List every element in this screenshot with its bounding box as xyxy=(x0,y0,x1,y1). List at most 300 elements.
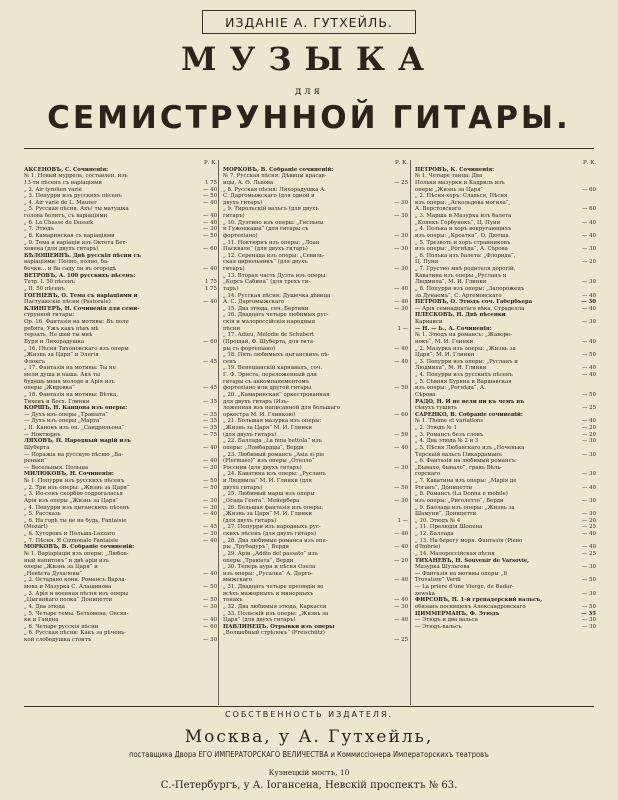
entry-title: „ 10. Этюдъ № 4 xyxy=(415,517,461,524)
entry-price: — 35 xyxy=(203,418,217,425)
entry-title: № 1. Этюдъ на романсъ: „Жаворо- xyxy=(415,332,512,339)
entry-price xyxy=(594,445,596,452)
entry-title: „Осада Гента“. Мейербера xyxy=(223,497,300,504)
entry-price: — 60 xyxy=(203,246,217,253)
entry-price xyxy=(406,630,408,637)
entry-price xyxy=(215,352,217,359)
catalog-entry xyxy=(223,326,408,333)
catalog-column-3 xyxy=(410,160,596,705)
entry-title: „ 3. Попурри изъ оперы: „Русланъ и xyxy=(415,358,518,365)
catalog-entry xyxy=(223,352,408,359)
catalog-entry xyxy=(223,412,408,419)
catalog-column-1 xyxy=(24,160,217,705)
catalog-entry xyxy=(415,478,596,485)
entry-price xyxy=(215,471,217,478)
entry-title: „ 4. Air varié de L. Maurer xyxy=(24,199,97,206)
entry-price xyxy=(215,273,217,280)
column-header xyxy=(24,160,217,167)
entry-price xyxy=(215,306,217,313)
entry-price xyxy=(406,279,408,286)
catalog-entry xyxy=(415,564,596,571)
entry-title: — Поражіа на русскую пѣсню „Ва- xyxy=(24,451,124,458)
entry-title: — Ноктюрнъ xyxy=(24,431,61,438)
entry-title: (Flermaso)“ изъ оперы „Отелло“ xyxy=(223,458,315,465)
entry-price: — 50 xyxy=(394,385,408,392)
composer-entry xyxy=(24,293,217,300)
catalog-entry xyxy=(415,571,596,578)
entry-title: „ 8. Романсъ (La Donna è mobile) xyxy=(415,491,508,498)
catalog-entry xyxy=(415,538,596,545)
composer-entry xyxy=(415,299,596,306)
entry-title: Россини (для двухъ гитаръ) xyxy=(223,464,302,471)
catalog-entry xyxy=(415,544,596,551)
entry-price xyxy=(215,591,217,598)
catalog-entry xyxy=(415,584,596,591)
catalog-entry xyxy=(24,193,217,200)
entry-title: „ 23. Любимый романсъ „Asia si pie xyxy=(223,451,325,458)
entry-price xyxy=(594,240,596,247)
catalog-entry xyxy=(24,332,217,339)
entry-title: „ 5. Рассказь xyxy=(24,511,61,518)
entry-price xyxy=(406,538,408,545)
entry-title: zewska xyxy=(415,590,435,597)
entry-title: „ 27. Попурри изъ народныхъ рус- xyxy=(223,524,321,531)
entry-price: — 25 xyxy=(582,405,596,412)
catalog-entry xyxy=(24,637,217,644)
currency-header: Р. К. xyxy=(204,160,217,166)
entry-title: фортепіано или другой гитары xyxy=(223,385,312,392)
entry-price: — 30 xyxy=(582,246,596,253)
catalog-entry xyxy=(24,452,217,459)
catalog-entry xyxy=(24,412,217,419)
catalog-entry xyxy=(415,524,596,531)
entry-price: — 40 xyxy=(582,219,596,226)
catalog-entry xyxy=(415,617,596,624)
entry-title: ВЕТРОВЪ, А. 100 русскихъ пѣсенъ: xyxy=(24,272,136,279)
entry-price xyxy=(406,379,408,386)
entry-title: ская цирюльникъ“ (для двухъ xyxy=(223,259,308,266)
catalog-entry xyxy=(223,538,408,545)
catalog-entry xyxy=(24,359,217,366)
entry-title: Царя“ (для двухъ гитаръ) xyxy=(223,617,296,624)
entry-title: „ 6. На горѣ ты не на будь, Fantaisie xyxy=(24,517,127,524)
entry-price: — 40 xyxy=(394,345,408,352)
entry-title: 13-ти пѣсенъ съ варіаціями xyxy=(24,179,102,186)
catalog-entry xyxy=(24,624,217,631)
entry-title: „ 9. Баллада изъ оперы: „Жизнь за xyxy=(415,504,515,511)
catalog-entry xyxy=(223,346,408,353)
catalog-entry xyxy=(24,385,217,392)
entry-price xyxy=(215,544,217,551)
entry-price: — 30 xyxy=(394,603,408,610)
entry-price: — 30 xyxy=(203,497,217,504)
catalog-entry xyxy=(24,498,217,505)
entry-title: изъ оперы: „Рогнѣда“, А. Сѣрова xyxy=(415,246,508,253)
entry-price: 1 75 xyxy=(204,179,217,186)
entry-title: „ 30. Теперь аура и пѣсня Озела xyxy=(223,564,316,571)
entry-title: „ 7. Пѣсня. Я Cizmonalo Fantaisie xyxy=(24,537,119,544)
catalog-entry xyxy=(223,173,408,180)
entry-price xyxy=(215,392,217,399)
entry-price xyxy=(406,392,408,399)
footer-rule xyxy=(24,706,594,707)
entry-title: „ 13. Вторая часть Дуэта изъ оперы: xyxy=(223,272,327,279)
entry-title: „ 2. Три изъ оперы: „Жизнь за Царя“ xyxy=(24,484,130,491)
entry-title: Пастушескіе пѣсни (Pastorale) xyxy=(24,299,111,306)
entry-price: — 30 xyxy=(203,531,217,537)
entry-title: ры „Трубадуръ“, Верди xyxy=(223,544,289,551)
catalog-entry xyxy=(415,438,596,445)
entry-title: двухъ гитаръ) xyxy=(223,199,263,206)
catalog-entry xyxy=(415,339,596,346)
entry-price xyxy=(594,385,596,392)
entry-title: „ 2. Этюдъ № 1 xyxy=(415,425,457,431)
entry-price xyxy=(406,624,408,631)
catalog-entry xyxy=(415,452,596,459)
entry-title: № 1. Четыре танца: Два xyxy=(415,173,483,180)
catalog-entry xyxy=(415,491,596,498)
catalog-entry xyxy=(24,418,217,425)
catalog-entry xyxy=(223,246,408,253)
catalog-entry xyxy=(223,405,408,412)
catalog-entry xyxy=(223,591,408,598)
catalog-entry xyxy=(223,187,408,194)
entry-price: — 20 xyxy=(582,259,596,266)
catalog-entry xyxy=(24,465,217,472)
entry-title: — Этюдъ-вальсъ xyxy=(415,623,462,630)
entry-price: — 40 xyxy=(203,444,217,451)
entry-title: А. С. Даргомыжскаго xyxy=(223,299,285,306)
entry-title: „Корсъ Сабина“ (для трехъ ги- xyxy=(223,279,311,286)
catalog-entry xyxy=(24,445,217,452)
entry-title: гитары съ аккомпанементомъ xyxy=(223,378,310,385)
entry-title: будешь меня молодо и Арія изъ xyxy=(24,378,115,385)
catalog-entry xyxy=(415,306,596,313)
entry-title: голова болитъ, съ варіаціями xyxy=(24,213,108,219)
entry-title: горскаго xyxy=(415,471,441,478)
catalog-entry xyxy=(223,365,408,372)
entry-title: „ 7. Грустно мнѣ родителя дорогій, xyxy=(415,266,516,272)
entry-title: ФИРСОВЪ, Н. 1-й гренадерский вальсъ, xyxy=(415,597,543,604)
entry-price: — 25 xyxy=(582,550,596,557)
catalog-entry xyxy=(24,617,217,624)
entry-price: — 50 xyxy=(203,478,217,484)
catalog-entry xyxy=(24,240,217,247)
entry-price xyxy=(406,206,408,213)
catalog-entry xyxy=(24,352,217,359)
entry-title: мели душа и наша. Акъ ты xyxy=(24,372,101,378)
entry-title: Тихенъ и Босх. Глинки xyxy=(24,398,90,405)
entry-title: реньки“ xyxy=(24,458,47,465)
entry-title: и Людмила“ М. И. Глинки (для xyxy=(223,478,312,484)
entry-title: изъ оперы: „Риголетто“, Верди xyxy=(415,497,504,504)
entry-price: — 40 xyxy=(203,617,217,624)
entry-title: и Гужоцкаша“ (для гитары съ xyxy=(223,226,309,233)
entry-title: „ 5. Четыре темы. Бетховена, Овсян- xyxy=(24,610,129,617)
entry-price xyxy=(406,584,408,591)
entry-title: ТИХАНЕВЪ, Н. Souvenir de Varsovie, xyxy=(415,557,530,564)
composer-entry xyxy=(24,273,217,280)
catalog-entry xyxy=(223,551,408,558)
entry-title: фортепіано) xyxy=(223,232,258,239)
entry-title: КЛИНГЕРЪ, Н. Сочиненія для семи- xyxy=(24,305,140,312)
entry-price: — 20 xyxy=(582,431,596,438)
publisher-text: ИЗДАНІЕ А. ГУТХЕЙЛЬ. xyxy=(225,14,393,30)
catalog-entry xyxy=(24,206,217,213)
catalog-entry xyxy=(223,617,408,624)
catalog-entry xyxy=(223,564,408,571)
catalog-entry xyxy=(415,319,596,326)
catalog-entry xyxy=(415,293,596,300)
entry-title: ПАВЛИНЕЦЪ. Отрывки изъ оперы xyxy=(223,623,335,630)
catalog-entry xyxy=(223,385,408,392)
entry-title: Буря и Лихорадушка xyxy=(24,338,85,345)
catalog-entry xyxy=(223,491,408,498)
entry-title: „ 17. Adieu, Mélodie de Schubert xyxy=(223,332,315,339)
entry-price: — 50 xyxy=(582,352,596,359)
entry-title: Ор. 16. Фантазія на мотивы: Въ поле xyxy=(24,319,129,325)
entry-title: Флоксъ xyxy=(24,358,45,365)
catalog-entry xyxy=(223,571,408,578)
entry-price: — 40 xyxy=(203,213,217,219)
catalog-entry xyxy=(415,180,596,187)
catalog-entry xyxy=(24,266,217,273)
catalog-entry xyxy=(223,438,408,445)
composer-entry xyxy=(24,405,217,412)
entry-price: — 25 xyxy=(394,637,408,643)
composer-entry xyxy=(24,253,217,260)
entry-title: Людмила“, М. И. Глинки xyxy=(415,365,487,372)
catalog-entry xyxy=(24,591,217,598)
entry-title: Роганъ“, Доницетти xyxy=(415,484,473,491)
entry-title: струнной гитары: xyxy=(24,312,75,319)
catalog-entry xyxy=(415,518,596,525)
entry-title: ный напитокъ“ и двѣ аріи изъ xyxy=(24,557,109,564)
catalog-entry xyxy=(24,505,217,512)
entry-title: АКСЁНОВЪ, С. Сочиненія: xyxy=(24,166,109,173)
entry-price xyxy=(594,458,596,465)
entry-price xyxy=(594,213,596,220)
catalog-entry xyxy=(415,425,596,432)
entry-price: — 40 xyxy=(582,365,596,372)
entry-price xyxy=(215,558,217,565)
entry-title: изъ оперы: „Рогнѣда“, А. xyxy=(415,385,486,392)
catalog-entry xyxy=(415,220,596,227)
catalog-entry xyxy=(415,266,596,273)
entry-price: — 30 xyxy=(394,305,408,312)
catalog-entry xyxy=(24,319,217,326)
page-subtitle: СЕМИСТРУННОЙ ГИТАРЫ. xyxy=(47,100,571,136)
catalog-entry xyxy=(24,399,217,406)
catalog-entry xyxy=(223,531,408,538)
entry-price xyxy=(406,418,408,425)
entry-title: № 1. Варіаріаціи изъ оперы: „Любов- xyxy=(24,550,129,557)
composer-entry xyxy=(415,597,596,604)
catalog-entry xyxy=(415,458,596,465)
entry-price: — 25 xyxy=(394,179,408,186)
entry-price xyxy=(406,524,408,531)
entry-price xyxy=(406,372,408,379)
catalog-entry xyxy=(24,558,217,565)
entry-title: „ 16. Двадцать четыре любимыя рус- xyxy=(223,312,329,319)
entry-title: пѣсни xyxy=(223,325,241,332)
entry-title: — Арія семнадцатаго вѣка, Страделла xyxy=(415,305,525,312)
catalog-entry xyxy=(223,226,408,233)
entry-title: — La prière d'une Vierge, de Badar- xyxy=(415,584,514,590)
entry-price: — 30 xyxy=(394,246,408,253)
entry-title: С. Даргомыжскаго (для одной и xyxy=(223,193,315,200)
entry-price: — 40 xyxy=(203,458,217,465)
catalog-entry xyxy=(415,173,596,180)
entry-title: „ 2. Остадано кони. Романсъ Варла- xyxy=(24,577,127,584)
catalog-entry xyxy=(415,365,596,372)
entry-price: — 40 xyxy=(203,199,217,206)
entry-price: — 30 xyxy=(203,637,217,643)
catalog-entry xyxy=(223,478,408,485)
catalog-entry xyxy=(24,577,217,584)
catalog-entry xyxy=(223,319,408,326)
entry-title: Шамуни“, Доницетти xyxy=(415,511,477,518)
catalog-entry xyxy=(24,611,217,618)
composer-entry xyxy=(415,399,596,406)
entry-price: — 30 xyxy=(203,603,217,610)
catalog-entry xyxy=(415,418,596,425)
entry-price xyxy=(215,240,217,247)
entry-title: „ 3. Марша и Мазурка изъ балета xyxy=(415,213,512,219)
entry-title: гитаръ) xyxy=(223,213,245,219)
entry-price xyxy=(406,187,408,194)
catalog-entry xyxy=(24,524,217,531)
entry-price: — 50 xyxy=(582,603,596,610)
entry-price xyxy=(594,538,596,545)
entry-price xyxy=(594,326,596,333)
entry-title: — Весельныя. Польша xyxy=(24,464,89,471)
entry-title: Сѣрова xyxy=(415,391,436,398)
entry-price: — 40 xyxy=(394,577,408,584)
entry-title: „Невѣста Духалевы“ xyxy=(24,570,83,577)
catalog-entry xyxy=(223,293,408,300)
entry-title: „ 18. Фантазія на мотивы: Вѣтка, xyxy=(24,391,118,398)
entry-price: — 30 xyxy=(582,471,596,478)
entry-title: „ 10. Дуэтино изъ оперы: „Гиспьеы xyxy=(223,219,324,226)
catalog-entry xyxy=(223,604,408,611)
entry-title: МОРКОВЪ, В. Собраніе сочиненій: xyxy=(24,544,135,551)
catalog-entry xyxy=(415,465,596,472)
entry-price: — 50 xyxy=(394,431,408,438)
entry-title: за Дунаемъ“, С. Артемовскаго xyxy=(415,292,502,299)
entry-title: БѢЛОШЕИНЪ. Двѣ русскія пѣсни съ xyxy=(24,252,141,259)
entry-title: — Н. — Ь., А. Сочиненія: xyxy=(415,325,492,332)
catalog-entry xyxy=(223,577,408,584)
entry-price xyxy=(594,465,596,472)
composer-entry xyxy=(415,611,596,618)
entry-price xyxy=(406,511,408,518)
entry-price: — 60 xyxy=(394,411,408,418)
entry-price xyxy=(215,452,217,459)
catalog-entry xyxy=(223,458,408,465)
entry-title: оркестра М. И. Глинкою) xyxy=(223,411,296,418)
catalog-entry xyxy=(24,339,217,346)
catalog-entry xyxy=(24,531,217,538)
catalog-entry xyxy=(415,193,596,200)
entry-title: оперы „Жизнь за Царя“ xyxy=(415,186,484,193)
catalog-entry xyxy=(223,584,408,591)
entry-price xyxy=(406,259,408,266)
entry-price: — 60 xyxy=(582,186,596,193)
title-connector: для xyxy=(295,86,323,97)
entry-price xyxy=(215,611,217,618)
entry-price: — 45 xyxy=(203,385,217,392)
entry-price: — 40 xyxy=(394,444,408,451)
entry-title: терзать, Не шей ты мнѣ xyxy=(24,332,93,339)
catalog-entry xyxy=(415,531,596,538)
composer-entry xyxy=(24,544,217,551)
catalog-entry xyxy=(223,485,408,492)
currency-header: Р. К. xyxy=(395,160,408,166)
catalog-entry xyxy=(415,392,596,399)
catalog-entry xyxy=(24,286,217,293)
entry-title: гитаръ) xyxy=(223,266,245,272)
entry-price xyxy=(594,180,596,187)
entry-title: КОРШЪ, Н. Канцона изъ оперы: xyxy=(24,405,128,412)
entry-price: — 50 xyxy=(203,597,217,604)
entry-title: всѣхъ мажорныхъ и минорныхъ xyxy=(223,590,314,597)
catalog-entry xyxy=(24,220,217,227)
entry-title: „Цыганкаго полка“ Доницетти xyxy=(24,597,113,604)
entry-price: — 60 xyxy=(582,206,596,213)
entry-title: „ 18. Пять любимыхъ цыганскихъ пѣ- xyxy=(223,352,330,359)
entry-price: — 45 xyxy=(203,358,217,365)
entry-price: — 30 xyxy=(582,438,596,445)
catalog-entry xyxy=(24,299,217,306)
entry-title: Ц. Пуни xyxy=(415,259,439,266)
catalog-entry xyxy=(415,551,596,558)
entry-price xyxy=(406,173,408,180)
entry-price: — 30 xyxy=(582,617,596,624)
entry-price xyxy=(406,564,408,571)
catalog-entry xyxy=(415,259,596,266)
catalog-entry xyxy=(223,392,408,399)
entry-price xyxy=(406,611,408,618)
entry-price: — 40 xyxy=(582,531,596,537)
entry-price: 1 — xyxy=(397,325,408,332)
entry-title: „ 8. Камаринская съ варіаціями xyxy=(24,232,115,239)
entry-title: скихъ пѣсенъ (для двухъ гитаръ) xyxy=(223,531,317,537)
catalog-entry xyxy=(24,173,217,180)
catalog-entry xyxy=(415,511,596,518)
entry-price: — 40 xyxy=(203,186,217,193)
entry-price: — 30 xyxy=(582,623,596,630)
entry-price xyxy=(215,332,217,339)
entry-price xyxy=(406,425,408,432)
entry-title: № 1. Новый муррель, составлен. изъ xyxy=(24,173,128,180)
catalog-entry xyxy=(415,445,596,452)
entry-price xyxy=(594,200,596,207)
entry-title: Шуберта xyxy=(24,444,50,451)
entry-title: Арія изъ оперы „Жизнь за Царя“ xyxy=(24,497,119,504)
entry-price: — 40 xyxy=(394,299,408,306)
entry-price xyxy=(406,571,408,578)
catalog-entry xyxy=(223,558,408,565)
catalog-entry xyxy=(415,226,596,233)
entry-title: Пасквале“ (для двухъ гитаръ) xyxy=(223,246,308,253)
entry-title: № 7. Русская пѣсня: Дѣвицы красав- xyxy=(223,173,327,180)
catalog-entry xyxy=(24,551,217,558)
entry-price xyxy=(215,259,217,266)
entry-price: — 50 xyxy=(582,391,596,398)
catalog-entry xyxy=(24,571,217,578)
entry-title: „Жизнь за Царя“ М. И. Глинки xyxy=(223,425,312,431)
